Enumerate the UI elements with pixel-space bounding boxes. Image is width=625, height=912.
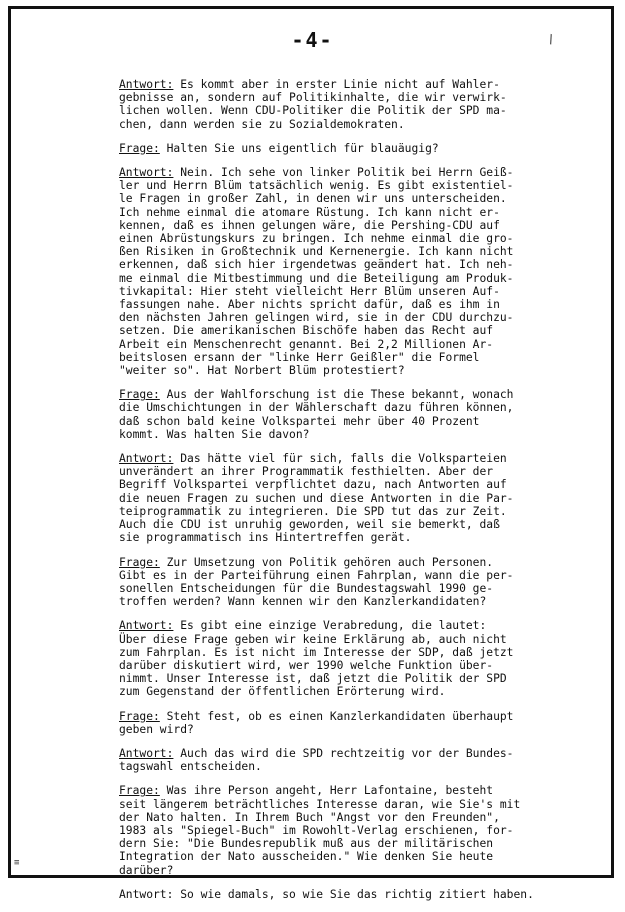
paragraph-text: Das hätte viel für sich, falls die Volksparteien unverändert an ihrer Programmatik festhielten. Aber der Begriff Volkspartei verpflichtet dazu, nach Antworten auf die neuen Fragen zu suchen und diese Antworten in die Par- teiprogrammatik zu integrieren. Die SPD tut das zur Zeit. Auch die CDU ist unruhig geworden, weil sie bemerkt, daß sie programmatisch ins Hintertreffen gerät. [119,452,514,545]
paragraph-text: Halten Sie uns eigentlich für blauäugig? [159,141,439,155]
paragraph [119,710,559,736]
paragraph-text: Aus der Wahlforschung ist die These bekannt, wonach die Umschichtungen in der Wählerschaft dazu führen können, daß schon bald keine Volkspartei mehr über 40 Prozent kommt. Was halten Sie davon? [119,388,514,441]
paragraph-text: Es kommt aber in erster Linie nicht auf Wahler- gebnisse an, sondern auf Politikinhalte, die wir verwirk- lichen wollen. Wenn CDU-Politiker die Politik der SPD ma- chen, dann werden sie zu Sozialdemokraten. [119,78,507,131]
paragraph [119,78,559,131]
paragraph [119,784,559,876]
speaker-label: Antwort: [119,746,174,760]
speaker-label: Antwort: [119,166,174,180]
page-number: -4- [291,28,334,52]
paragraph-text: Es gibt eine einzige Verabredung, die lautet: Über diese Frage geben wir keine Erklärung ab, auch nicht zum Fahrplan. Es ist nicht im Interesse der SDP, daß jetzt darüber diskutiert wird, wer 1990 welche Funktion über- nimmt. Unser Interesse ist, daß jetzt die Politik der SPD zum Gegenstand der öffentlichen Erörterung wird. [119,619,514,699]
paragraph-text: Nein. Ich sehe von linker Politik bei Herrn Geiß- ler und Herrn Blüm tatsächlich wenig. Es gibt existentiel- le Fragen in großer Zahl, in denen wir uns unterscheiden. Ich nehme einmal die atomare Rüstung. Ich kann nicht er- kennen, daß es ihnen gelungen wäre, die Pershing-CDU auf einen Abrüstungskurs zu bringen. Ich nehme einmal die gro- ßen Risiken in Großtechnik und Kernenergie. Ich kann nicht erkennen, daß sich hier irgendetwas geändert hat. Ich neh- me einmal die Mitbestimmung und die Beteiligung am Produk- tivkapital: Hier steht vielleicht Herr Blüm unseren Auf- fassungen nahe. Aber nichts spricht dafür, daß es ihm in den nächsten Jahren gelingen wird, sie in der CDU durchzu- setzen. Die amerikanischen Bischöfe haben das Recht auf Arbeit ein Menschenrecht genannt. Bei 2,2 Millionen Ar- beitslosen ersann der "linke Herr Geißler" die Formel "weiter so". Hat Norbert Blüm protestiert? [119,166,514,378]
paragraph [119,388,559,441]
edge-mark: ≡ [14,858,20,868]
speaker-label: Antwort: [119,619,174,633]
speaker-label: Frage: [119,784,160,798]
paragraph [119,142,559,155]
paragraph [119,452,559,544]
paragraph [119,888,559,901]
speaker-label: Frage: [119,141,160,155]
paragraph-text: So wie damals, so wie Sie das richtig zitiert haben. [173,887,534,901]
speaker-label: Frage: [119,709,160,723]
paragraph [119,166,559,377]
paragraph [119,619,559,698]
paragraph [119,556,559,609]
paragraph-text: Steht fest, ob es einen Kanzlerkandidaten überhaupt geben wird? [119,709,514,736]
paragraph-text: Zur Umsetzung von Politik gehören auch Personen. Gibt es in der Parteiführung einen Fahrplan, wann die per- sonellen Entscheidungen für die Bundestagswahl 1990 ge- troffen werden? Wann kennen wir den Kanzlerkandidaten? [119,555,514,609]
corner-mark: \ [546,31,556,47]
paragraph [119,747,559,773]
speaker-label: Antwort: [119,78,174,91]
interview-text [119,78,559,912]
paragraph-text: Auch das wird die SPD rechtzeitig vor der Bundes- tagswahl entscheiden. [119,746,514,774]
speaker-label: Frage: [119,388,160,402]
paragraph-text: Was ihre Person angeht, Herr Lafontaine, besteht seit längerem beträchtliches Interesse daran, wie Sie's mit der Nato halten. In Ihrem Buch "Angst vor den Freunden", 1983 als "Spiegel-Buch" im Rowohlt-Verlag erschienen, for- dern Sie: "Die Bundesrepublik muß aus der militärischen Integration der Nato ausscheiden." Wie denken Sie heute darüber? [119,784,521,877]
speaker-label: Antwort: [119,887,174,901]
speaker-label: Antwort: [119,452,174,466]
speaker-label: Frage: [119,555,160,569]
